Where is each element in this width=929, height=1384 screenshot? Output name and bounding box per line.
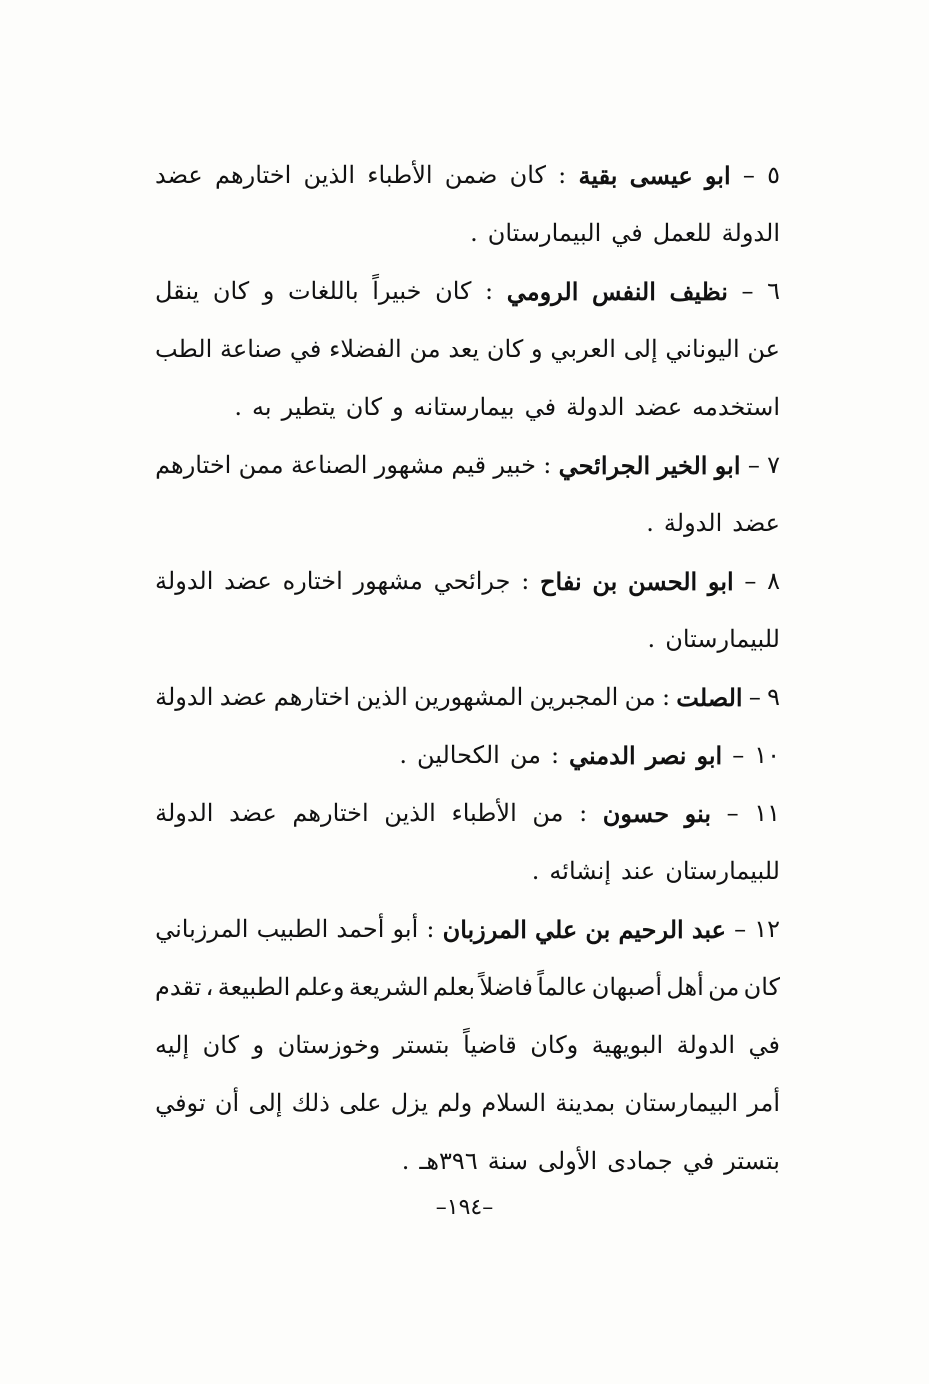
word: السلام	[481, 1089, 546, 1117]
word: بتستر	[393, 1031, 450, 1059]
word: الدولة	[676, 1031, 736, 1059]
entry-line	[155, 378, 780, 436]
word: الطبيب	[256, 915, 329, 943]
entry-line	[155, 320, 780, 378]
word: الأولى	[537, 1147, 598, 1175]
word: مشهور	[353, 567, 423, 595]
entry-2	[155, 262, 780, 436]
word: و	[531, 335, 543, 363]
entry-line	[155, 668, 780, 726]
entry-4	[155, 552, 780, 668]
word: –	[726, 799, 739, 827]
word: من	[708, 973, 740, 1001]
word: عيسى	[629, 160, 693, 190]
entry-line	[155, 784, 780, 842]
word: للبيمارستان	[665, 857, 780, 885]
word: الذين	[303, 161, 356, 189]
word: ابو	[696, 740, 723, 770]
word: خبيراً	[372, 277, 422, 305]
word: الطب	[155, 335, 213, 363]
word: ابو	[707, 566, 734, 596]
word: عضد	[634, 393, 683, 421]
word: .	[531, 857, 540, 885]
word: :	[543, 451, 552, 479]
word: الدولة	[721, 219, 780, 247]
word: ١٢	[754, 915, 780, 943]
word: اختارهم	[155, 451, 232, 479]
entry-8	[155, 900, 780, 1190]
word: قاضياً	[463, 1031, 517, 1059]
word: عضد	[155, 161, 203, 189]
word: ،	[205, 973, 214, 1001]
word: –	[742, 161, 755, 189]
word: ممن	[238, 451, 284, 479]
word: إليه	[155, 1031, 190, 1059]
word: اختارهم	[214, 161, 292, 189]
word: و	[392, 393, 404, 421]
word: على	[339, 1089, 382, 1117]
word: في	[748, 1031, 780, 1059]
word: أحمد	[336, 915, 385, 943]
word: الذين	[384, 799, 436, 827]
word: النفس	[591, 276, 656, 306]
word: ١٠	[754, 741, 780, 769]
word: وخوزستان	[277, 1031, 381, 1059]
word: من	[509, 741, 541, 769]
word: نصر	[645, 740, 687, 770]
word: العربي	[550, 335, 616, 363]
word: استخدمه	[692, 393, 780, 421]
word: الفضلاء	[329, 335, 402, 363]
entry-line	[155, 494, 780, 552]
word: المرزباني	[155, 915, 249, 943]
word: بن	[585, 914, 611, 944]
word: توفي	[155, 1089, 206, 1117]
entry-line	[155, 436, 780, 494]
entry-line	[155, 552, 780, 610]
body-text	[155, 146, 780, 1190]
word: الدولة	[155, 683, 214, 711]
word: سنة	[487, 1147, 528, 1175]
word: :	[550, 741, 560, 769]
word: بتستر	[724, 1147, 780, 1175]
word: .	[399, 741, 407, 769]
word: ولم	[437, 1089, 473, 1117]
word: عالماً	[537, 973, 588, 1001]
word: ٣٩٦هـ	[419, 1147, 478, 1175]
word: عبد	[691, 914, 726, 944]
word: ٥	[767, 161, 780, 189]
word: بمدينة	[555, 1089, 616, 1117]
word: ابو	[714, 450, 741, 480]
word: باللغات	[287, 277, 359, 305]
word: كان	[345, 393, 383, 421]
word: بنو	[684, 798, 711, 828]
word: الكحالين	[416, 741, 500, 769]
word: في	[611, 219, 643, 247]
word: المشهورين	[414, 683, 524, 711]
word: بقية	[578, 160, 618, 190]
word: الأطباء	[451, 799, 517, 827]
word: يزل	[390, 1089, 429, 1117]
word: :	[661, 683, 671, 711]
word: :	[579, 799, 588, 827]
word: ٩	[767, 683, 780, 711]
word: خبير	[493, 451, 536, 479]
word: جمادى	[607, 1147, 673, 1175]
entry-line	[155, 1132, 780, 1190]
word: الصلت	[676, 682, 743, 712]
entry-line	[155, 726, 780, 784]
word: عضد	[224, 567, 272, 595]
word: اليوناني	[665, 335, 740, 363]
word: ٧	[767, 451, 780, 479]
word: به	[252, 393, 272, 421]
word: المجبرين	[529, 683, 619, 711]
entry-line	[155, 958, 780, 1016]
word: البيمارستان	[624, 1089, 738, 1117]
word: .	[646, 509, 654, 537]
word: الرومي	[506, 276, 579, 306]
word: .	[647, 625, 656, 653]
word: الأطباء	[367, 161, 433, 189]
entry-line	[155, 900, 780, 958]
word: الطبيعة	[217, 973, 291, 1001]
word: نظيف	[669, 276, 728, 306]
entry-1	[155, 146, 780, 262]
word: .	[470, 219, 478, 247]
word: –	[744, 567, 757, 595]
entry-3	[155, 436, 780, 552]
word: :	[521, 567, 530, 595]
word: ٨	[767, 567, 780, 595]
word: الشريعة	[348, 973, 429, 1001]
word: اختارهم	[292, 799, 369, 827]
word: الدولة	[155, 567, 214, 595]
word: أبو	[392, 915, 419, 943]
word: أصبهان	[591, 973, 663, 1001]
entry-line	[155, 1016, 780, 1074]
word: مشهور	[374, 451, 445, 479]
word: بن	[592, 566, 618, 596]
word: بيمارستانه	[413, 393, 515, 421]
word: الذين	[356, 683, 408, 711]
word: عن	[747, 335, 780, 363]
word: ١١	[754, 799, 780, 827]
word: الرحيم	[618, 914, 684, 944]
word: عضد	[219, 683, 268, 711]
word: الجرائحي	[558, 450, 651, 480]
word: إلى	[248, 1089, 283, 1117]
word: يعد	[448, 335, 480, 363]
word: ٦	[767, 277, 780, 305]
word: وعلم	[294, 973, 345, 1001]
word: بعلم	[432, 973, 476, 1001]
word: الدولة	[566, 393, 625, 421]
word: أن	[214, 1089, 240, 1117]
word: وكان	[530, 1031, 579, 1059]
word: الخير	[657, 450, 708, 480]
entry-5	[155, 668, 780, 726]
entry-7	[155, 784, 780, 900]
word: و	[252, 1031, 265, 1059]
word: من	[624, 683, 656, 711]
word: –	[748, 683, 761, 711]
word: ذلك	[291, 1089, 330, 1117]
word: نفاح	[540, 566, 582, 596]
word: :	[426, 915, 435, 943]
entry-line	[155, 842, 780, 900]
word: إلى	[623, 335, 658, 363]
entry-line	[155, 146, 780, 204]
word: –	[741, 277, 754, 305]
word: كان	[435, 277, 472, 305]
entry-line	[155, 610, 780, 668]
word: المرزبان	[442, 914, 527, 944]
word: للعمل	[652, 219, 712, 247]
word: يتطير	[281, 393, 336, 421]
word: –	[732, 741, 745, 769]
word: أمر	[747, 1089, 780, 1117]
word: الدولة	[663, 509, 723, 537]
word: من	[409, 335, 441, 363]
word: للبيمارستان	[665, 625, 780, 653]
word: :	[485, 277, 494, 305]
word: كان	[743, 973, 780, 1001]
word: عضد	[732, 509, 780, 537]
word: جرائحي	[433, 567, 511, 595]
word: في	[682, 1147, 715, 1175]
entry-line	[155, 262, 780, 320]
word: .	[234, 393, 243, 421]
entry-line	[155, 1074, 780, 1132]
word: البيمارستان	[487, 219, 602, 247]
word: الصناعة	[290, 451, 368, 479]
word: في	[289, 335, 322, 363]
word: و	[262, 277, 275, 305]
word: علي	[534, 914, 578, 944]
entry-line	[155, 204, 780, 262]
word: تقدم	[155, 973, 202, 1001]
word: كان	[202, 1031, 239, 1059]
word: الدولة	[155, 799, 214, 827]
word: الدمني	[569, 740, 636, 770]
word: عند	[621, 857, 656, 885]
word: أهل	[666, 973, 704, 1001]
word: اختارهم	[273, 683, 350, 711]
word: ينقل	[155, 277, 200, 305]
word: إنشائه	[549, 857, 612, 885]
word: كان	[509, 161, 546, 189]
word: –	[734, 915, 747, 943]
word: كان	[212, 277, 250, 305]
entry-6	[155, 726, 780, 784]
word: في	[524, 393, 557, 421]
word: من	[532, 799, 564, 827]
word: ابو	[704, 160, 731, 190]
word: اختاره	[282, 567, 343, 595]
word: عضد	[229, 799, 277, 827]
word: صناعة	[220, 335, 283, 363]
word: الحسن	[628, 566, 698, 596]
word: .	[401, 1147, 410, 1175]
word: كان	[486, 335, 524, 363]
word: ضمن	[444, 161, 498, 189]
word: –	[747, 451, 760, 479]
page-number: –١٩٤–	[435, 1195, 494, 1220]
word: :	[558, 161, 567, 189]
word: حسون	[602, 798, 670, 828]
word: قيم	[451, 451, 487, 479]
word: فاضلاً	[479, 973, 533, 1001]
word: البويهية	[591, 1031, 664, 1059]
